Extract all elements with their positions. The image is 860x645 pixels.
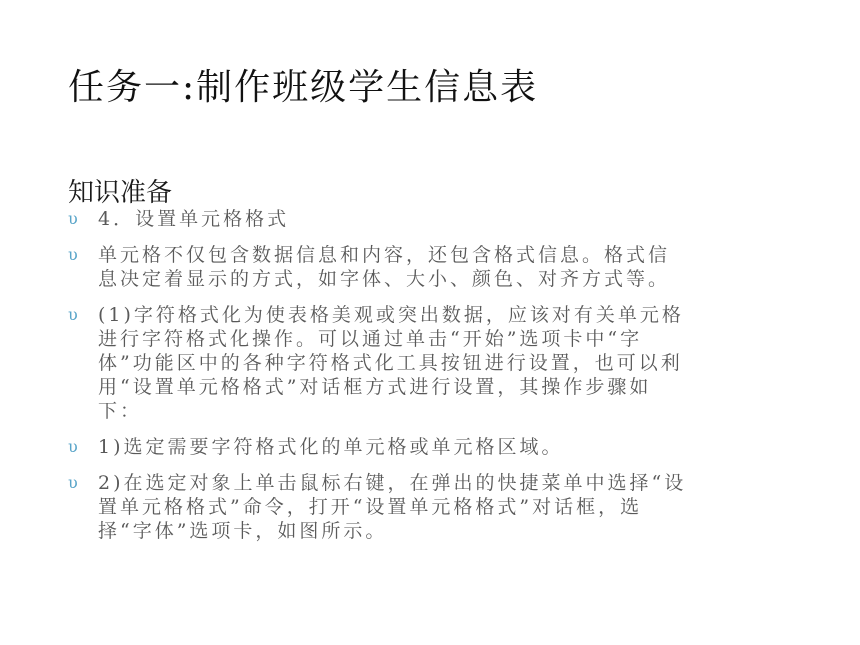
bullet-text: 1)选定需要字符格式化的单元格或单元格区域。: [98, 436, 564, 458]
bullet-marker-icon: υ: [68, 437, 78, 456]
bullet-text: (1)字符格式化为使表格美观或突出数据，应该对有关单元格进行字符格式化操作。可以通过单击“开始”选项卡中“字体”功能区中的各种字符格式化工具按钮进行设置，也可以利用“设置单元格格式”对话框方式进行设置，其操作步骤如下：: [98, 304, 684, 422]
bullet-item: [68, 471, 688, 543]
bullet-list: [68, 207, 688, 555]
bullet-item: [68, 303, 688, 423]
bullet-item: [68, 435, 688, 459]
bullet-marker-icon: υ: [68, 209, 78, 228]
section-heading: 知识准备: [68, 178, 173, 208]
bullet-item: [68, 243, 688, 291]
bullet-text: 单元格不仅包含数据信息和内容，还包含格式信息。格式信息决定着显示的方式，如字体、大小、颜色、对齐方式等。: [98, 244, 671, 290]
bullet-text: 4．设置单元格格式: [98, 208, 290, 230]
bullet-marker-icon: υ: [68, 473, 78, 492]
bullet-text: 2)在选定对象上单击鼠标右键，在弹出的快捷菜单中选择“设置单元格格式”命令，打开“设置单元格格式”对话框，选择“字体”选项卡，如图所示。: [98, 472, 687, 542]
bullet-marker-icon: υ: [68, 305, 78, 324]
bullet-item: [68, 207, 688, 231]
slide-title: 任务一:制作班级学生信息表: [68, 67, 539, 108]
bullet-marker-icon: υ: [68, 245, 78, 264]
